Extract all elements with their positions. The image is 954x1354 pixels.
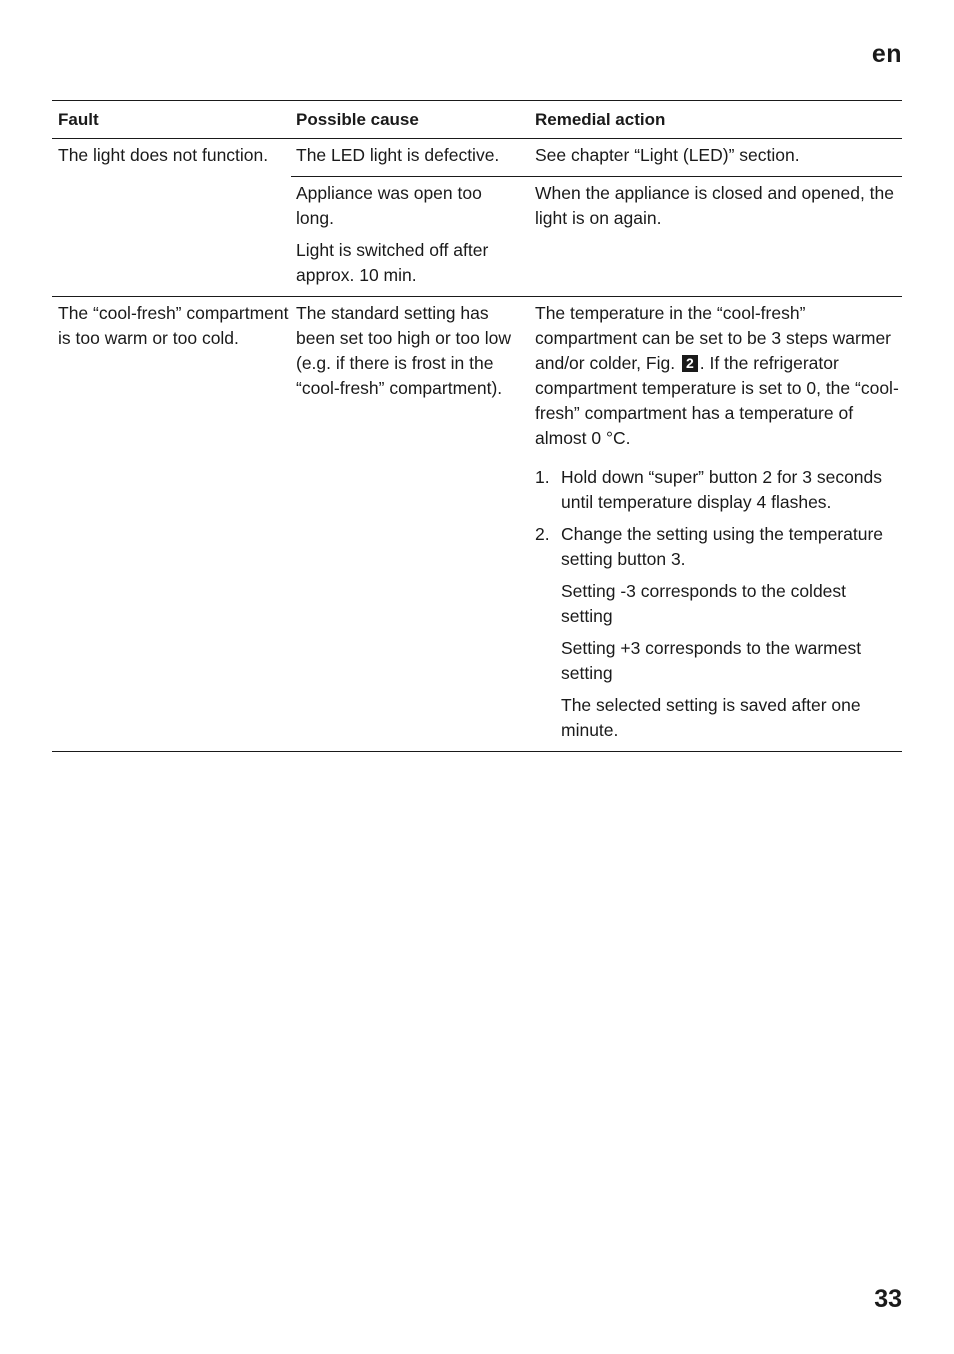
- fault-cell: The “cool-fresh” compartment is too warm or too cold.: [58, 303, 289, 348]
- sub-row-led: [291, 139, 902, 176]
- header-remedial-action: Remedial action: [535, 110, 666, 129]
- intro-text: . If the refrigerator compartment temperature is set to 0, the “cool-fresh” compartment has a temperature of almost 0 °C.: [535, 353, 899, 448]
- header-possible-cause: Possible cause: [296, 110, 419, 129]
- language-code: en: [871, 40, 902, 68]
- table-row-cool-fresh: [52, 297, 902, 752]
- action-cell: When the appliance is closed and opened, the light is on again.: [535, 183, 895, 228]
- troubleshooting-table: [52, 100, 902, 752]
- step-note: Setting +3 corresponds to the warmest setting: [561, 638, 862, 683]
- cause-text: Appliance was open too long.: [296, 183, 482, 228]
- figure-reference-badge: 2: [682, 355, 698, 372]
- action-cell: See chapter “Light (LED)” section.: [535, 145, 800, 165]
- sub-row-open-too-long: [291, 176, 902, 296]
- step-number: 1.: [535, 467, 550, 487]
- sub-rows: [291, 297, 902, 751]
- header-fault: Fault: [58, 110, 99, 129]
- step-text: Hold down “super” button 2 for 3 seconds until temperature display 4 flashes.: [561, 467, 883, 512]
- cause-cell: The standard setting has been set too high or too low (e.g. if there is frost in the “cool-fresh” compartment).: [296, 303, 512, 398]
- action-intro: [535, 301, 902, 451]
- fault-cell: The light does not function.: [58, 145, 269, 165]
- step-note: Setting -3 corresponds to the coldest setting: [561, 581, 847, 626]
- cause-cell: The LED light is defective.: [296, 145, 500, 165]
- cause-cell: [291, 177, 530, 296]
- step-text: Change the setting using the temperature setting button 3.: [561, 524, 884, 569]
- intro-text: The temperature in the “cool-fresh” compartment can be set to be 3 steps warmer and/or colder, Fig.: [535, 303, 891, 373]
- step-list: [535, 465, 902, 572]
- list-item: [535, 465, 902, 515]
- table-row-light: [52, 139, 902, 297]
- page-number: 33: [874, 1285, 902, 1313]
- table-header: [52, 101, 902, 139]
- sub-row-temperature: [291, 297, 902, 751]
- action-cell: [530, 297, 902, 751]
- cause-text: Light is switched off after approx. 10 min.: [296, 240, 489, 285]
- step-number: 2.: [535, 524, 550, 544]
- list-item: [535, 522, 902, 572]
- step-note: The selected setting is saved after one minute.: [561, 695, 861, 740]
- sub-rows: [291, 139, 902, 296]
